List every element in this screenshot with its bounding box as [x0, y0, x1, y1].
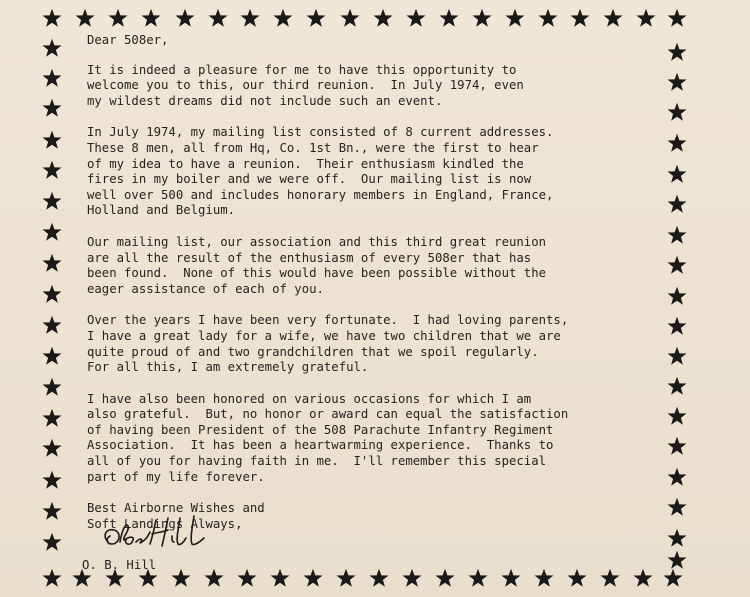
text-line: all of you for having faith in me. I'll remember this special: [87, 454, 547, 469]
text-line: also grateful. But, no honor or award can equal the satisfaction: [87, 407, 569, 422]
star-icon: [373, 8, 393, 28]
star-icon: [538, 8, 558, 28]
star-icon: [633, 568, 653, 588]
star-icon: [42, 130, 62, 150]
text-line: Our mailing list, our association and this third great reunion: [87, 234, 547, 249]
signature-icon: [100, 512, 230, 558]
star-icon: [42, 532, 62, 552]
star-icon: [667, 550, 687, 570]
star-icon: [340, 8, 360, 28]
text-line: fires in my boiler and we were off. Our mailing list is now: [87, 172, 532, 187]
text-line: are all the result of the enthusiasm of every 508er that has: [87, 250, 532, 265]
text-line: Association. It has been a heartwarming experience. Thanks to: [87, 438, 554, 453]
star-icon: [663, 568, 683, 588]
star-icon: [667, 8, 687, 28]
star-icon: [406, 8, 426, 28]
star-icon: [42, 284, 62, 304]
star-icon: [42, 501, 62, 521]
star-icon: [402, 568, 422, 588]
star-icon: [42, 8, 62, 28]
paragraph-5: [87, 392, 677, 486]
text-line: well over 500 and includes honorary members in England, France,: [87, 187, 554, 202]
star-icon: [570, 8, 590, 28]
star-icon: [42, 346, 62, 366]
paragraph-3: [87, 235, 677, 297]
star-icon: [42, 191, 62, 211]
star-icon: [42, 377, 62, 397]
star-icon: [108, 8, 128, 28]
text-line: welcome you to this, our third reunion. In July 1974, even: [87, 78, 524, 93]
text-line: Holland and Belgium.: [87, 203, 236, 218]
star-icon: [336, 568, 356, 588]
star-icon: [42, 315, 62, 335]
star-icon: [42, 222, 62, 242]
star-icon: [175, 8, 195, 28]
text-line: part of my life forever.: [87, 469, 265, 484]
salutation: Dear 508er,: [87, 33, 169, 47]
text-line: Over the years I have been very fortunate. I had loving parents,: [87, 313, 569, 328]
star-icon: [603, 8, 623, 28]
star-icon: [42, 98, 62, 118]
star-icon: [240, 8, 260, 28]
text-line: It is indeed a pleasure for me to have this opportunity to: [87, 62, 517, 77]
star-icon: [75, 8, 95, 28]
star-icon: [42, 38, 62, 58]
star-icon: [42, 470, 62, 490]
star-icon: [439, 8, 459, 28]
star-icon: [237, 568, 257, 588]
star-icon: [42, 568, 62, 588]
star-icon: [468, 568, 488, 588]
star-icon: [636, 8, 656, 28]
star-icon: [42, 438, 62, 458]
star-icon: [600, 568, 620, 588]
paragraph-4: [87, 313, 677, 375]
paragraph-1: [87, 63, 677, 110]
star-icon: [141, 8, 161, 28]
star-icon: [42, 68, 62, 88]
star-icon: [42, 253, 62, 273]
text-line: For all this, I am extremely grateful.: [87, 360, 369, 375]
star-icon: [171, 568, 191, 588]
star-icon: [42, 408, 62, 428]
text-line: of my idea to have a reunion. Their enthusiasm kindled the: [87, 156, 524, 171]
star-icon: [42, 160, 62, 180]
closing-line: Soft Landings Always,: [87, 516, 243, 531]
text-line: These 8 men, all from Hq, Co. 1st Bn., were the first to hear: [87, 140, 539, 155]
text-line: been found. None of this would have been possible without the: [87, 266, 547, 281]
star-icon: [273, 8, 293, 28]
text-line: my wildest dreams did not include such an event.: [87, 93, 443, 108]
star-icon: [204, 568, 224, 588]
text-line: eager assistance of each of you.: [87, 281, 324, 296]
star-icon: [472, 8, 492, 28]
star-icon: [303, 568, 323, 588]
star-icon: [567, 568, 587, 588]
star-icon: [208, 8, 228, 28]
signer-name: O. B. Hill: [82, 558, 157, 572]
star-icon: [501, 568, 521, 588]
star-icon: [505, 8, 525, 28]
letter-body: [87, 33, 677, 532]
text-line: In July 1974, my mailing list consisted of 8 current addresses.: [87, 125, 554, 140]
text-line: I have also been honored on various occasions for which I am: [87, 391, 532, 406]
star-icon: [270, 568, 290, 588]
star-icon: [306, 8, 326, 28]
star-icon: [534, 568, 554, 588]
text-line: of having been President of the 508 Parachute Infantry Regiment: [87, 422, 554, 437]
star-icon: [435, 568, 455, 588]
text-line: quite proud of and two grandchildren that we spoil regularly.: [87, 344, 539, 359]
star-icon: [369, 568, 389, 588]
closing-line: Best Airborne Wishes and: [87, 501, 265, 516]
text-line: I have a great lady for a wife, we have two children that we are: [87, 328, 561, 343]
paragraph-2: [87, 125, 677, 219]
